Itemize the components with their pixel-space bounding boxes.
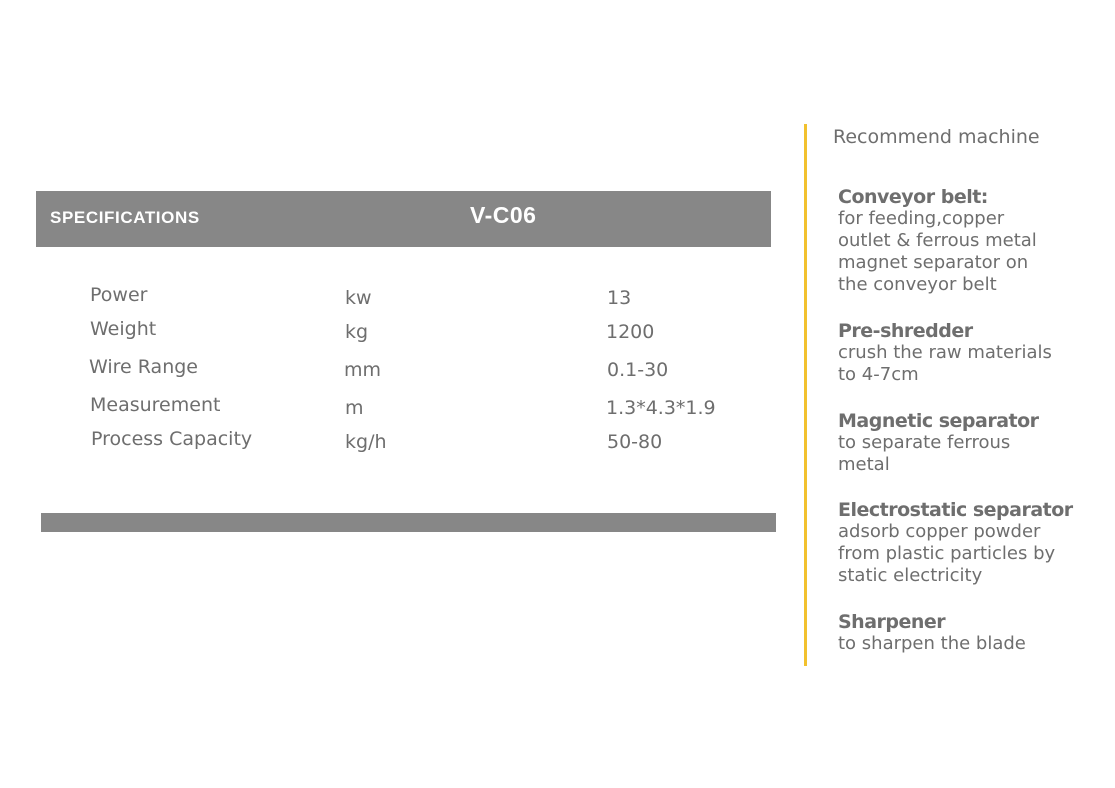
recommend-item-desc: to separate ferrous metal (838, 432, 1011, 475)
spec-name: Wire Range (89, 356, 198, 378)
recommend-item-electrostatic-separator (838, 499, 1078, 587)
recommend-item-sharpener (838, 611, 1078, 655)
recommend-item-name: Sharpener (838, 611, 946, 633)
spec-unit: kw (345, 287, 372, 309)
spec-row-weight (0, 318, 780, 344)
spec-row-power (0, 284, 780, 310)
recommend-item-magnetic-separator (838, 410, 1078, 476)
spec-unit: m (345, 397, 364, 419)
spec-name: Process Capacity (91, 428, 253, 450)
spec-value: 50-80 (607, 431, 663, 453)
spec-name: Power (90, 284, 148, 306)
recommend-item-desc: crush the raw materials to 4-7cm (838, 342, 1052, 385)
spec-row-wire-range (0, 356, 780, 382)
spec-name: Weight (90, 318, 157, 340)
spec-value: 1200 (606, 321, 655, 343)
recommend-heading: Recommend machine (833, 126, 1040, 148)
spec-value: 1.3*4.3*1.9 (606, 397, 716, 419)
spec-row-process-capacity (0, 428, 780, 454)
spec-value: 13 (607, 287, 632, 309)
recommend-item-name: Conveyor belt: (838, 186, 988, 208)
recommend-item-desc: to sharpen the blade (838, 633, 1026, 654)
accent-divider (804, 124, 807, 666)
specifications-footer-bar (41, 513, 776, 532)
recommend-item-name: Magnetic separator (838, 410, 1039, 432)
spec-value: 0.1-30 (607, 359, 669, 381)
recommend-item-conveyor-belt (838, 186, 1078, 296)
recommend-item-name: Electrostatic separator (838, 499, 1073, 521)
specifications-title: SPECIFICATIONS (50, 208, 200, 227)
recommend-item-desc: adsorb copper powder from plastic particles by static electricity (838, 521, 1056, 586)
recommend-item-name: Pre-shredder (838, 320, 973, 342)
recommend-item-desc: for feeding,copper outlet & ferrous metal magnet separator on the conveyor belt (838, 208, 1037, 295)
specifications-header (36, 191, 771, 247)
model-name: V-C06 (470, 202, 537, 228)
spec-unit: kg (345, 321, 369, 343)
spec-unit: mm (344, 359, 382, 381)
spec-unit: kg/h (345, 431, 387, 453)
recommend-item-pre-shredder (838, 320, 1078, 386)
spec-name: Measurement (90, 394, 221, 416)
spec-row-measurement (0, 394, 780, 420)
